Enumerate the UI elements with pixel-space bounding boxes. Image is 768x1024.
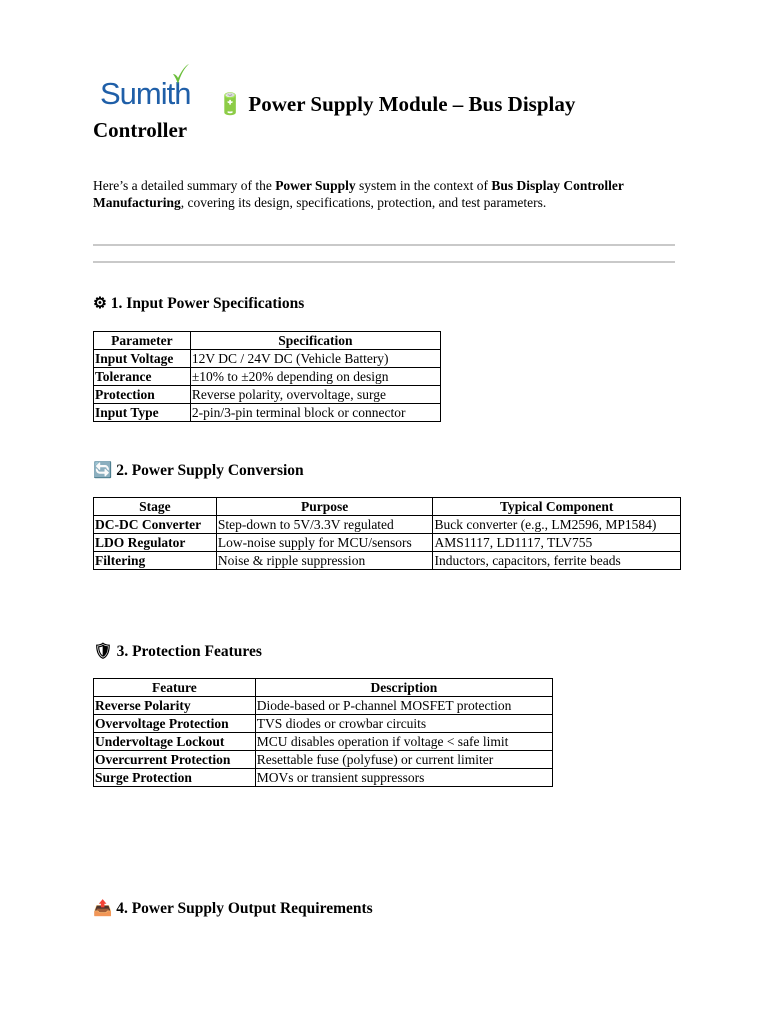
section-heading-text: 1. Input Power Specifications: [110, 295, 305, 312]
conversion-table: [93, 497, 681, 570]
table-row: [94, 552, 681, 570]
table-cell: DC-DC Converter: [94, 516, 217, 534]
table-cell: Inductors, capacitors, ferrite beads: [433, 552, 681, 570]
table-row: [94, 350, 441, 368]
table-row: [94, 368, 441, 386]
section-heading-text: 4. Power Supply Output Requirements: [116, 900, 373, 917]
intro-paragraph: [93, 177, 653, 211]
table-cell: Noise & ripple suppression: [216, 552, 433, 570]
column-header: Typical Component: [433, 498, 681, 516]
battery-icon: 🔋: [217, 92, 244, 116]
table-cell: Step-down to 5V/3.3V regulated: [216, 516, 433, 534]
table-cell: TVS diodes or crowbar circuits: [255, 715, 552, 733]
shield-icon: 🛡: [93, 643, 113, 660]
intro-bold-1: Power Supply: [275, 178, 356, 193]
table-cell: Overcurrent Protection: [94, 751, 256, 769]
table-cell: Protection: [94, 386, 191, 404]
table-header-row: [94, 498, 681, 516]
leaf-check-icon: [170, 62, 192, 88]
table-row: [94, 733, 553, 751]
protection-table: [93, 678, 553, 787]
section-heading-output: [93, 899, 373, 919]
outbox-icon: 📤: [93, 900, 113, 917]
table-row: [94, 697, 553, 715]
column-header: Feature: [94, 679, 256, 697]
table-cell: 12V DC / 24V DC (Vehicle Battery): [190, 350, 440, 368]
table-cell: AMS1117, LD1117, TLV755: [433, 534, 681, 552]
table-row: [94, 534, 681, 552]
column-header: Parameter: [94, 332, 191, 350]
intro-text-3: , covering its design, specifications, protection, and test parameters.: [180, 195, 547, 210]
table-cell: Diode-based or P-channel MOSFET protection: [255, 697, 552, 715]
table-cell: Filtering: [94, 552, 217, 570]
table-cell: Reverse polarity, overvoltage, surge: [190, 386, 440, 404]
table-row: [94, 751, 553, 769]
table-cell: Buck converter (e.g., LM2596, MP1584): [433, 516, 681, 534]
section-heading-input-power: [93, 294, 304, 314]
table-header-row: [94, 679, 553, 697]
table-cell: 2-pin/3-pin terminal block or connector: [190, 404, 440, 422]
table-cell: Input Voltage: [94, 350, 191, 368]
column-header: Specification: [190, 332, 440, 350]
table-row: [94, 769, 553, 787]
page-title: [93, 91, 653, 143]
table-cell: Reverse Polarity: [94, 697, 256, 715]
page-title-text: Power Supply Module – Bus Display Controller: [93, 92, 576, 142]
column-header: Description: [255, 679, 552, 697]
logo-brand-text: Sumith: [100, 76, 191, 111]
table-cell: Resettable fuse (polyfuse) or current limiter: [255, 751, 552, 769]
table-row: [94, 715, 553, 733]
table-cell: ±10% to ±20% depending on design: [190, 368, 440, 386]
table-cell: LDO Regulator: [94, 534, 217, 552]
section-heading-text: 3. Protection Features: [116, 643, 262, 660]
table-row: [94, 516, 681, 534]
table-cell: Undervoltage Lockout: [94, 733, 256, 751]
table-header-row: [94, 332, 441, 350]
section-heading-protection: [93, 642, 262, 662]
refresh-icon: 🔄: [93, 462, 113, 479]
table-cell: Low-noise supply for MCU/sensors: [216, 534, 433, 552]
table-cell: Tolerance: [94, 368, 191, 386]
table-cell: Surge Protection: [94, 769, 256, 787]
column-header: Purpose: [216, 498, 433, 516]
table-row: [94, 404, 441, 422]
table-cell: Overvoltage Protection: [94, 715, 256, 733]
input-power-table: [93, 331, 441, 422]
intro-bold-2: Bus Display Controller Manufacturing: [93, 178, 624, 210]
divider: [93, 261, 675, 263]
intro-text-1: Here’s a detailed summary of the: [93, 178, 276, 193]
table-cell: MCU disables operation if voltage < safe limit: [255, 733, 552, 751]
table-row: [94, 386, 441, 404]
intro-text-2: system in the context of: [355, 178, 492, 193]
section-heading-text: 2. Power Supply Conversion: [116, 462, 304, 479]
divider: [93, 244, 675, 246]
section-heading-conversion: [93, 461, 304, 481]
table-cell: MOVs or transient suppressors: [255, 769, 552, 787]
gear-icon: ⚙: [93, 295, 107, 312]
column-header: Stage: [94, 498, 217, 516]
table-cell: Input Type: [94, 404, 191, 422]
